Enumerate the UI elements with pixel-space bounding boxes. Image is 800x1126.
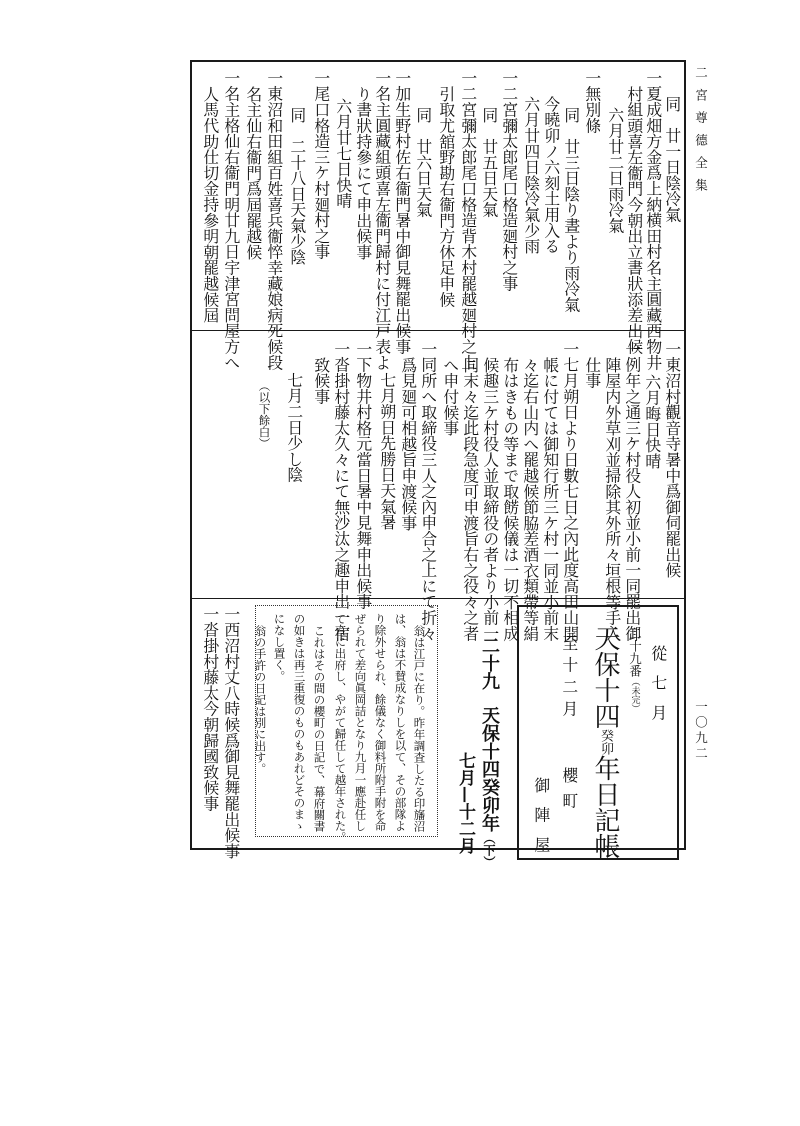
diary-line: 六月廿二日雨冷氣 xyxy=(605,107,625,234)
section-number: 二十九 xyxy=(479,636,500,690)
diary-line: 一尾口格造三ケ村廻村之事 xyxy=(311,70,331,260)
diary-line: 七月二日少し陰 xyxy=(284,372,304,483)
diary-line: 六月晦日快晴 xyxy=(642,374,662,469)
diary-line: 引取尤舘野勘右衞門方休足申候 xyxy=(436,86,456,308)
diary-line: へ申付候事 xyxy=(440,357,460,436)
diary-line: 同 廿六日天氣 xyxy=(413,107,433,218)
number-label xyxy=(628,627,641,713)
diary-line: 人馬代助仕切金持參明朝罷越候屆 xyxy=(200,86,220,323)
diary-line: 仕事 xyxy=(582,357,602,389)
diary-line: 一二宮彌太郎尾口格造背木村罷越廻村之上 xyxy=(458,70,478,371)
note-line: ぜられて差向眞岡詰となり九月一應赴任し xyxy=(353,613,368,832)
diary-line: 一沓掛村藤太今朝歸國致候事 xyxy=(200,606,220,812)
section-range: 七月—十二月 xyxy=(455,752,475,854)
diary-line: 同 廿三日陰り晝より雨冷氣 xyxy=(561,107,581,313)
era-cycle-1: 癸 xyxy=(598,729,613,742)
note-line: り除外せられ、餘儀なく御料所附手附を命 xyxy=(373,613,388,832)
period-from: 從七月 xyxy=(648,645,668,735)
diary-line: 一二宮彌太郎尾口格造廻村之事 xyxy=(499,70,519,292)
diary-line: 今曉卯ノ六刻土用入る xyxy=(541,96,561,254)
diary-line: 六月廿四日陰冷氣少雨 xyxy=(521,96,541,254)
era-cycle xyxy=(586,729,612,755)
section-heading xyxy=(480,636,498,868)
diary-line: 布はきもの等まで取餝候儀は一切不相成 xyxy=(500,357,520,642)
note-line: て直に出府し、やがて歸任して越年された。 xyxy=(333,613,348,843)
diary-line: 同 二十八日天氣少陰 xyxy=(287,107,307,265)
section-part: （下） xyxy=(482,832,496,868)
diary-line: 陣屋内外草刈並掃除其外所々垣根等手入 xyxy=(602,357,622,642)
diary-line: 々迄右山内へ罷越候節脇差酒衣類帶等絹 xyxy=(520,357,540,642)
location: 櫻町 xyxy=(559,767,579,819)
diary-line: 一西沼村丈八時候爲御見舞罷出候事 xyxy=(221,606,241,859)
note-line: 翁の手許の日記は別に出す。 xyxy=(253,625,268,775)
diary-title xyxy=(586,625,618,859)
diary-line: 一東沼和田組百姓喜兵衞悴幸藏娘病死候段 xyxy=(264,70,284,371)
diary-line: 一東沼村觀音寺暑中爲御伺罷出候 xyxy=(662,341,682,578)
diary-line: 七月朔日先勝日天氣暑 xyxy=(377,372,397,530)
note-line: になし置く。 xyxy=(272,613,287,682)
omitted-note: （以下餘白） xyxy=(257,380,272,449)
diary-line: 一名主圓藏組頭喜左衞門歸村に付江戸表よ xyxy=(372,70,392,371)
diary-line: り書狀持參にて申出候事 xyxy=(353,86,373,260)
diary-line: 同 廿五日天氣 xyxy=(479,107,499,218)
diary-title-main: 天保十四 xyxy=(590,625,620,729)
diary-line: 一七月朔日より日數七日之內此度高田山開 xyxy=(560,341,580,642)
diary-line: 一下物井村格元當日暑中見舞申出候事 xyxy=(353,341,373,610)
note-line: は、翁は不賛成なりしを以て、その部隊よ xyxy=(393,613,408,832)
diary-line: 候趣三ケ村役人並取締役の者より小前一 xyxy=(480,357,500,642)
page-number: 一〇九二 xyxy=(693,700,709,762)
diary-line: 一同所へ取締役三人之內申合之上にて折々 xyxy=(418,341,438,642)
era-cycle-2: 卯 xyxy=(598,742,613,755)
diary-line: 一夏成畑方金爲上納横田村名主圓藏西物井 xyxy=(643,70,663,371)
diary-line: 一無別條 xyxy=(582,70,602,134)
diary-line: 一沓掛村藤太久々にて無沙汰之趣申出一宿 xyxy=(331,341,351,642)
diary-line: 六月廿七日快晴 xyxy=(333,98,353,209)
diary-line: 同末々迄此段急度可申渡旨右之役々之者 xyxy=(460,357,480,642)
note-line: 翁は江戸に在り。昨年調査したる印旛沼 xyxy=(412,625,427,832)
diary-title-box xyxy=(517,605,679,867)
diary-line: 一名主格仙右衞門明廿九日宇津宮問屋方へ xyxy=(221,70,241,371)
editorial-note-box xyxy=(253,605,438,843)
section-title: 天保十四癸卯年 xyxy=(479,706,500,832)
diary-line: 致候事 xyxy=(311,357,331,405)
diary-line: 村組頭喜左衞門今朝出立書狀添差出候 xyxy=(624,86,644,355)
office: 御陣屋 xyxy=(531,777,551,867)
note-line: これはその間の櫻町の日記で、幕府關書 xyxy=(312,625,327,832)
diary-number: 二十九番 xyxy=(627,627,643,677)
period-to: 至十二月 xyxy=(559,635,579,723)
diary-line: 名主仙右衞門爲屆罷越候 xyxy=(243,86,263,260)
note-line: の如きは再三重復のものもあれどそのまゝ xyxy=(292,613,307,832)
diary-line: 同 廿一日陰冷氣 xyxy=(662,96,682,223)
diary-title-tail: 年日記帳 xyxy=(590,755,620,859)
diary-line: 一例年之通三ケ村役人初並小前一同罷出御 xyxy=(622,341,642,642)
diary-line: 爲見廻可相越旨申渡候事 xyxy=(398,357,418,531)
number-note: （未完） xyxy=(629,677,640,713)
diary-line: 帳に付ては御知行所三ケ村一同並小前末 xyxy=(540,357,560,642)
book-title: 二宮尊德全集 xyxy=(693,66,709,201)
diary-line: 一加生野村佐右衞門暑中御見舞罷出候事 xyxy=(392,70,412,355)
